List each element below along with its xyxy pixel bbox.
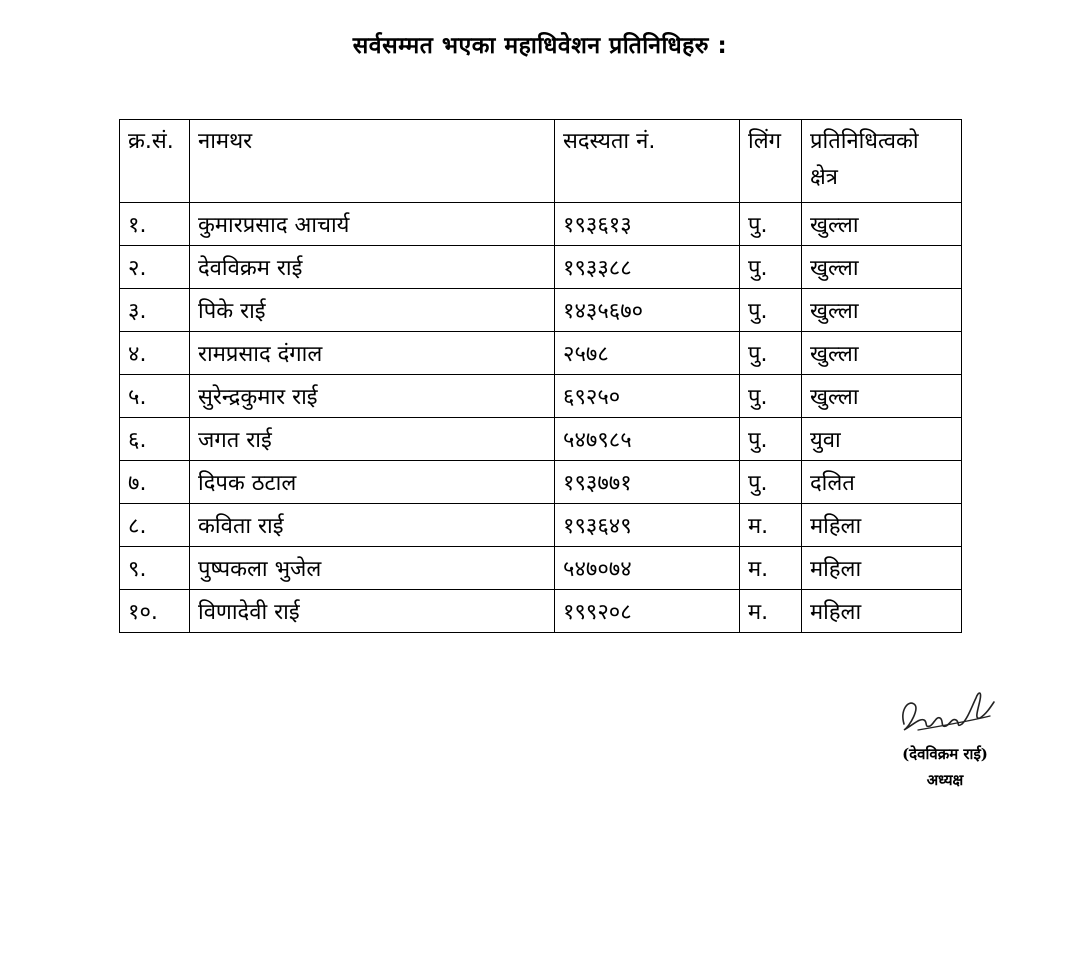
cell-name: विणादेवी राई bbox=[190, 590, 555, 633]
cell-membership-number: ६९२५० bbox=[555, 375, 740, 418]
cell-gender: पु. bbox=[740, 375, 802, 418]
cell-serial-number: २. bbox=[120, 246, 190, 289]
signature-scribble bbox=[890, 680, 1000, 742]
cell-name: पिके राई bbox=[190, 289, 555, 332]
cell-serial-number: ६. bbox=[120, 418, 190, 461]
cell-serial-number: ८. bbox=[120, 504, 190, 547]
table-row bbox=[120, 332, 962, 375]
cell-membership-number: १९३७७१ bbox=[555, 461, 740, 504]
cell-name: दिपक ठटाल bbox=[190, 461, 555, 504]
cell-constituency: दलित bbox=[802, 461, 962, 504]
cell-gender: म. bbox=[740, 590, 802, 633]
table-row bbox=[120, 375, 962, 418]
header-constituency: प्रतिनिधित्वको क्षेत्र bbox=[802, 120, 962, 203]
cell-membership-number: १९३६४९ bbox=[555, 504, 740, 547]
cell-gender: पु. bbox=[740, 461, 802, 504]
cell-constituency: महिला bbox=[802, 547, 962, 590]
cell-membership-number: १९३६१३ bbox=[555, 203, 740, 246]
table-row bbox=[120, 289, 962, 332]
cell-constituency: महिला bbox=[802, 590, 962, 633]
cell-membership-number: ५४७०७४ bbox=[555, 547, 740, 590]
cell-name: कुमारप्रसाद आचार्य bbox=[190, 203, 555, 246]
cell-constituency: खुल्ला bbox=[802, 375, 962, 418]
table-row bbox=[120, 461, 962, 504]
signatory-name: (देवविक्रम राई) bbox=[902, 745, 988, 763]
table-row bbox=[120, 504, 962, 547]
cell-constituency: खुल्ला bbox=[802, 203, 962, 246]
cell-membership-number: १४३५६७० bbox=[555, 289, 740, 332]
table-row bbox=[120, 418, 962, 461]
page-title: सर्वसम्मत भएका महाधिवेशन प्रतिनिधिहरु : bbox=[352, 33, 728, 59]
cell-serial-number: ७. bbox=[120, 461, 190, 504]
cell-constituency: खुल्ला bbox=[802, 246, 962, 289]
cell-constituency: खुल्ला bbox=[802, 289, 962, 332]
cell-gender: पु. bbox=[740, 289, 802, 332]
cell-serial-number: ५. bbox=[120, 375, 190, 418]
cell-serial-number: ३. bbox=[120, 289, 190, 332]
table-body bbox=[120, 203, 962, 633]
table-row bbox=[120, 547, 962, 590]
cell-serial-number: ४. bbox=[120, 332, 190, 375]
cell-name: रामप्रसाद दंगाल bbox=[190, 332, 555, 375]
cell-gender: पु. bbox=[740, 332, 802, 375]
cell-gender: पु. bbox=[740, 246, 802, 289]
cell-gender: म. bbox=[740, 504, 802, 547]
cell-gender: म. bbox=[740, 547, 802, 590]
cell-gender: पु. bbox=[740, 203, 802, 246]
table-row bbox=[120, 203, 962, 246]
cell-name: जगत राई bbox=[190, 418, 555, 461]
table-row bbox=[120, 246, 962, 289]
cell-name: देवविक्रम राई bbox=[190, 246, 555, 289]
cell-name: कविता राई bbox=[190, 504, 555, 547]
cell-serial-number: १०. bbox=[120, 590, 190, 633]
representatives-table bbox=[119, 119, 962, 633]
cell-serial-number: १. bbox=[120, 203, 190, 246]
header-membership-number: सदस्यता नं. bbox=[555, 120, 740, 203]
header-name: नामथर bbox=[190, 120, 555, 203]
signature-block bbox=[880, 680, 1010, 790]
cell-constituency: खुल्ला bbox=[802, 332, 962, 375]
header-gender: लिंग bbox=[740, 120, 802, 203]
cell-constituency: युवा bbox=[802, 418, 962, 461]
cell-membership-number: १९९२०८ bbox=[555, 590, 740, 633]
cell-serial-number: ९. bbox=[120, 547, 190, 590]
table-header-row bbox=[120, 120, 962, 203]
cell-membership-number: ५४७९८५ bbox=[555, 418, 740, 461]
header-serial-number: क्र.सं. bbox=[120, 120, 190, 203]
signatory-title: अध्यक्ष bbox=[926, 771, 964, 789]
cell-name: पुष्पकला भुजेल bbox=[190, 547, 555, 590]
cell-membership-number: १९३३८८ bbox=[555, 246, 740, 289]
cell-gender: पु. bbox=[740, 418, 802, 461]
cell-constituency: महिला bbox=[802, 504, 962, 547]
table-row bbox=[120, 590, 962, 633]
cell-membership-number: २५७८ bbox=[555, 332, 740, 375]
cell-name: सुरेन्द्रकुमार राई bbox=[190, 375, 555, 418]
